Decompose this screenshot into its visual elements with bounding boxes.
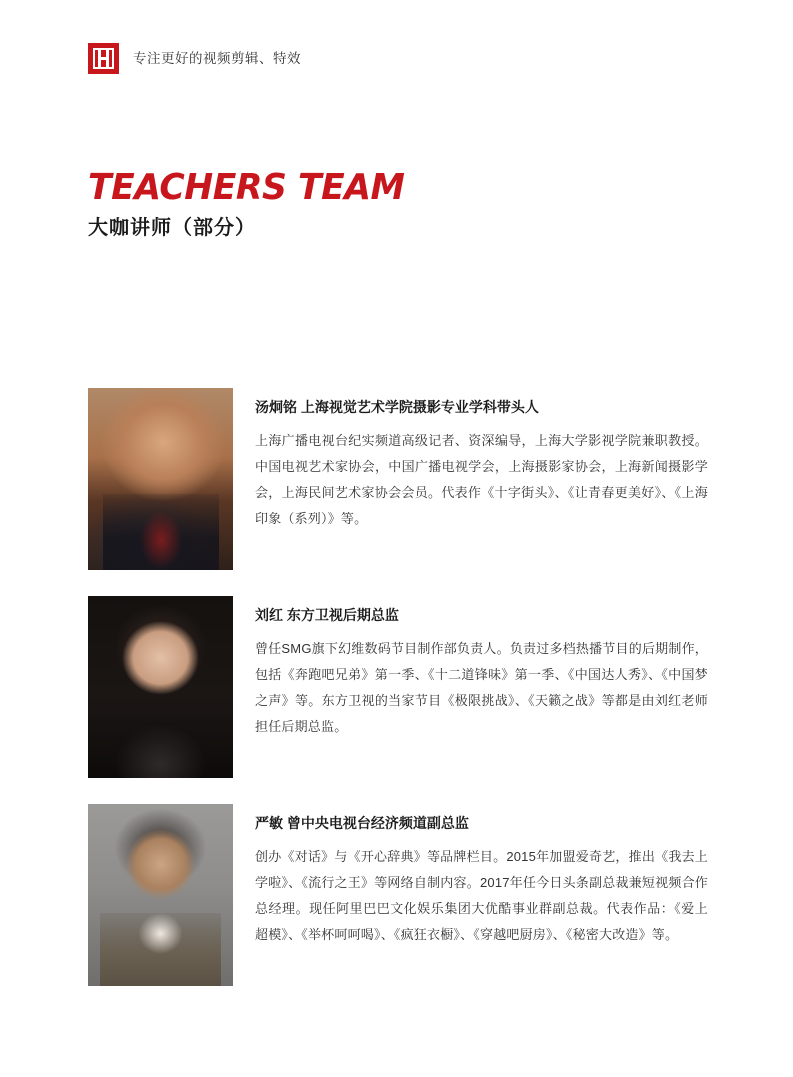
teacher-description: 曾任SMG旗下幻维数码节目制作部负责人。负责过多档热播节目的后期制作，包括《奔跑吧兄弟》第一季、《十二道锋味》第一季、《中国达人秀》、《中国梦之声》等。东方卫视的当家节目《极限挑战》、《天籁之战》等都是由刘红老师担任后期总监。: [255, 640, 708, 734]
portrait-yan-min: [88, 804, 233, 986]
teacher-info: [255, 596, 708, 740]
teacher-row: [88, 388, 708, 570]
page-header: [88, 43, 301, 74]
teacher-name: 汤炯铭 上海视觉艺术学院摄影专业学科带头人: [255, 399, 539, 415]
page-title: [88, 168, 418, 240]
teacher-row: [88, 596, 708, 778]
teacher-info: [255, 388, 708, 532]
teacher-description: 创办《对话》与《开心辞典》等品牌栏目。2015年加盟爱奇艺，推出《我去上学啦》、《流行之王》等网络自制内容。2017年任今日头条副总裁兼短视频合作总经理。现任阿里巴巴文化娱乐集团大优酷事业群副总裁。代表作品：《爱上超模》、《举杯呵呵喝》、《疯狂衣橱》、《穿越吧厨房》、《秘密大改造》等。: [255, 848, 708, 942]
ih-logo-icon: [88, 43, 119, 74]
portrait-tang-jiongming: [88, 388, 233, 570]
teacher-name: 严敏 曾中央电视台经济频道副总监: [255, 815, 469, 831]
teacher-row: [88, 804, 708, 986]
teacher-name: 刘红 东方卫视后期总监: [255, 607, 399, 623]
teacher-info: [255, 804, 708, 948]
header-slogan: 专注更好的视频剪辑、特效: [133, 50, 301, 66]
title-english: TEACHERS TEAM: [88, 167, 405, 208]
title-chinese: 大咖讲师（部分）: [88, 216, 256, 239]
teacher-list: [88, 388, 708, 986]
portrait-liu-hong: [88, 596, 233, 778]
teacher-description: 上海广播电视台纪实频道高级记者、资深编导，上海大学影视学院兼职教授。中国电视艺术家协会，中国广播电视学会，上海摄影家协会，上海新闻摄影学会，上海民间艺术家协会会员。代表作《十字街头》、《让青春更美好》、《上海印象（系列）》等。: [255, 432, 708, 526]
